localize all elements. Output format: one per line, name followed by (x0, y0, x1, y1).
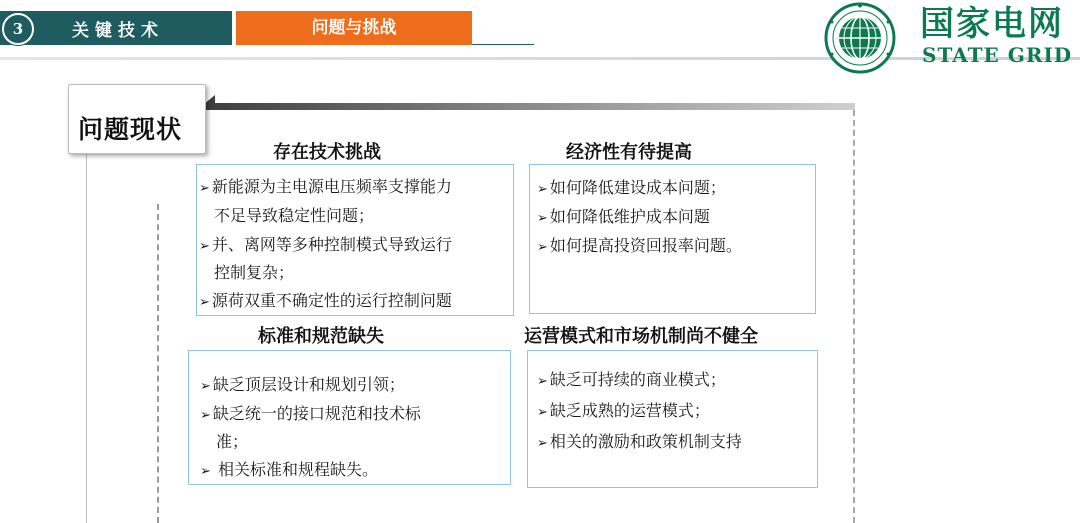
bullet-arrow-icon: ➢ (200, 379, 211, 394)
bullet-arrow-icon: ➢ (200, 408, 211, 423)
panel-heading-standards: 标准和规范缺失 (258, 326, 384, 347)
frame-top-bar (205, 103, 855, 110)
panel-heading-operation-market: 运营模式和市场机制尚不健全 (524, 326, 758, 347)
list-item: ➢ 如何降低维护成本问题 (537, 207, 710, 226)
list-item: ➢ 如何提高投资回报率问题。 (537, 236, 742, 255)
frame-left-dashed-border (157, 204, 159, 523)
list-item: ➢ 缺乏可持续的商业模式； (537, 370, 726, 389)
list-item: ➢ 如何降低建设成本问题； (537, 178, 726, 197)
list-item: ➢ 缺乏成熟的运营模式； (537, 401, 710, 420)
bullet-arrow-icon: ➢ (537, 405, 548, 420)
list-item-continuation: 不足导致稳定性问题； (214, 206, 375, 225)
panel-heading-economics: 经济性有待提高 (566, 142, 692, 163)
bullet-arrow-icon: ➢ (537, 374, 548, 389)
bullet-arrow-icon: ➢ (199, 239, 210, 254)
logo-name-en: STATE GRID (922, 43, 1073, 67)
list-item: ➢ 相关标准和规程缺失。 (200, 460, 378, 479)
list-item: ➢ 并、离网等多种控制模式导致运行 (199, 235, 452, 254)
frame-right-dashed-border (853, 110, 855, 523)
list-item: ➢ 缺乏统一的接口规范和技术标 (200, 404, 421, 423)
bullet-arrow-icon: ➢ (199, 295, 210, 310)
frame-left-border (86, 152, 87, 523)
section-title: 关键技术 (72, 21, 164, 41)
list-item: ➢ 缺乏顶层设计和规划引领； (200, 375, 405, 394)
status-title: 问题现状 (78, 115, 183, 144)
list-item: ➢ 相关的激励和政策机制支持 (537, 432, 742, 451)
tab-underline (472, 44, 534, 45)
globe-emblem-icon (824, 2, 896, 74)
bullet-arrow-icon: ➢ (200, 464, 211, 479)
subsection-tab[interactable]: 问题与挑战 (236, 11, 472, 45)
bullet-arrow-icon: ➢ (537, 211, 548, 226)
panel-heading-tech-challenges: 存在技术挑战 (273, 142, 381, 163)
bullet-arrow-icon: ➢ (537, 240, 548, 255)
section-number-badge: 3 (2, 13, 34, 45)
bullet-arrow-icon: ➢ (199, 181, 210, 196)
list-item-continuation: 控制复杂； (214, 263, 295, 282)
list-item: ➢ 源荷双重不确定性的运行控制问题 (199, 291, 452, 310)
state-grid-logo (824, 2, 1074, 72)
bullet-arrow-icon: ➢ (537, 436, 548, 451)
list-item: ➢ 新能源为主电源电压频率支撑能力 (199, 177, 452, 196)
list-item-continuation: 准； (216, 432, 249, 451)
bullet-arrow-icon: ➢ (537, 182, 548, 197)
logo-name-cn: 国家电网 (920, 4, 1064, 44)
